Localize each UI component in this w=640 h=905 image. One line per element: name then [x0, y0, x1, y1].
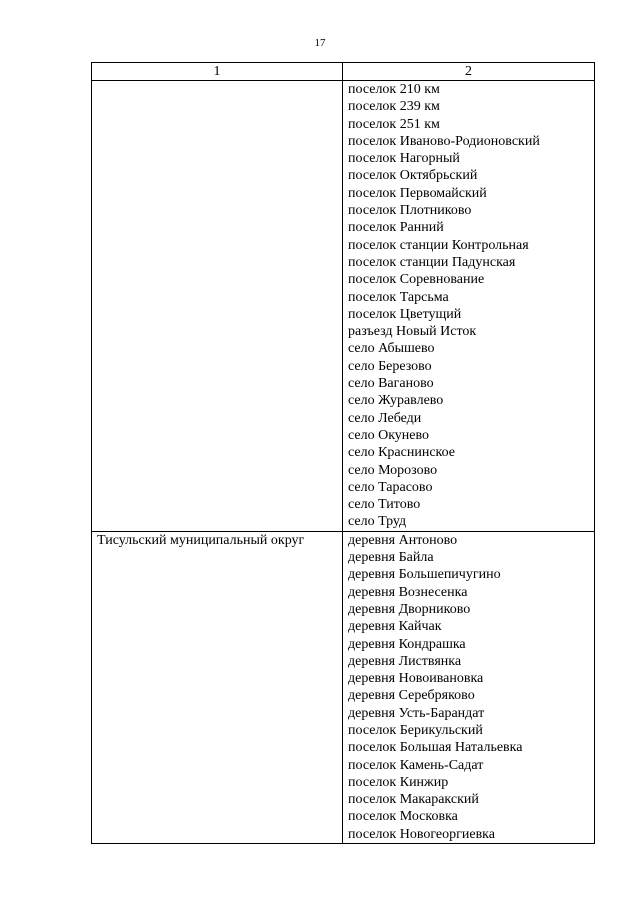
settlement-item: поселок Тарсьма	[348, 289, 449, 305]
settlement-list	[343, 81, 594, 531]
settlement-item: поселок Большая Натальевка	[348, 740, 523, 756]
settlement-item: село Ваганово	[348, 376, 434, 392]
settlement-item: деревня Кайчак	[348, 619, 442, 635]
page-number: 17	[314, 37, 326, 49]
district-cell	[92, 531, 343, 843]
settlement-item: разъезд Новый Исток	[348, 324, 477, 340]
settlement-list	[343, 532, 594, 843]
settlement-item: село Окунево	[348, 427, 430, 443]
settlement-item: село Тарасово	[348, 479, 433, 495]
settlement-item: деревня Усть-Барандат	[348, 705, 485, 721]
settlement-item: деревня Большепичугино	[348, 567, 501, 583]
settlement-item: село Труд	[348, 514, 407, 530]
settlement-item: деревня Дворниково	[348, 601, 471, 617]
settlement-item: поселок 251 км	[348, 116, 440, 132]
settlement-item: село Краснинское	[348, 445, 456, 461]
settlement-item: поселок Цветущий	[348, 306, 462, 322]
table-row	[92, 81, 595, 532]
settlement-item: поселок Первомайский	[348, 185, 487, 201]
settlement-item: поселок 239 км	[348, 99, 440, 115]
settlement-item: поселок Нагорный	[348, 151, 460, 167]
settlement-item: село Морозово	[348, 462, 438, 478]
settlement-item: деревня Байла	[348, 550, 434, 566]
settlements-cell	[343, 531, 595, 843]
table-row	[92, 531, 595, 843]
settlement-item: поселок Иваново-Родионовский	[348, 133, 540, 149]
settlements-cell	[343, 81, 595, 532]
settlement-item: деревня Серебряково	[348, 688, 475, 704]
settlement-item: деревня Вознесенка	[348, 584, 468, 600]
settlement-item: село Березово	[348, 358, 432, 374]
district-cell	[92, 81, 343, 532]
settlement-item: деревня Новоивановка	[348, 671, 484, 687]
settlement-item: поселок Плотниково	[348, 203, 472, 219]
settlement-item: село Титово	[348, 497, 421, 513]
settlement-item: поселок Московка	[348, 809, 458, 825]
table-header-row	[92, 63, 595, 81]
settlement-item: поселок Камень-Садат	[348, 757, 484, 773]
settlement-item: село Абышево	[348, 341, 435, 357]
settlement-item: деревня Антоново	[348, 532, 458, 548]
table-body	[92, 81, 595, 844]
settlement-item: село Журавлево	[348, 393, 444, 409]
settlement-item: поселок Ранний	[348, 220, 444, 236]
settlement-item: поселок станции Падунская	[348, 254, 516, 270]
settlement-item: деревня Листвянка	[348, 653, 462, 669]
settlement-item: поселок Соревнование	[348, 272, 485, 288]
settlement-item: село Лебеди	[348, 410, 422, 426]
settlement-item: поселок станции Контрольная	[348, 237, 529, 253]
settlement-item: поселок Октябрьский	[348, 168, 478, 184]
column-header-1: 1	[92, 63, 343, 81]
district-name: Тисульский муниципальный округ	[97, 532, 305, 548]
column-header-2: 2	[343, 63, 595, 81]
settlement-item: поселок Берикульский	[348, 722, 483, 738]
settlement-item: поселок Макаракский	[348, 792, 479, 808]
settlement-item: поселок 210 км	[348, 82, 440, 97]
settlements-table	[91, 62, 595, 844]
settlement-item: поселок Новогеоргиевка	[348, 826, 495, 842]
settlement-item: деревня Кондрашка	[348, 636, 466, 652]
settlement-item: поселок Кинжир	[348, 774, 449, 790]
